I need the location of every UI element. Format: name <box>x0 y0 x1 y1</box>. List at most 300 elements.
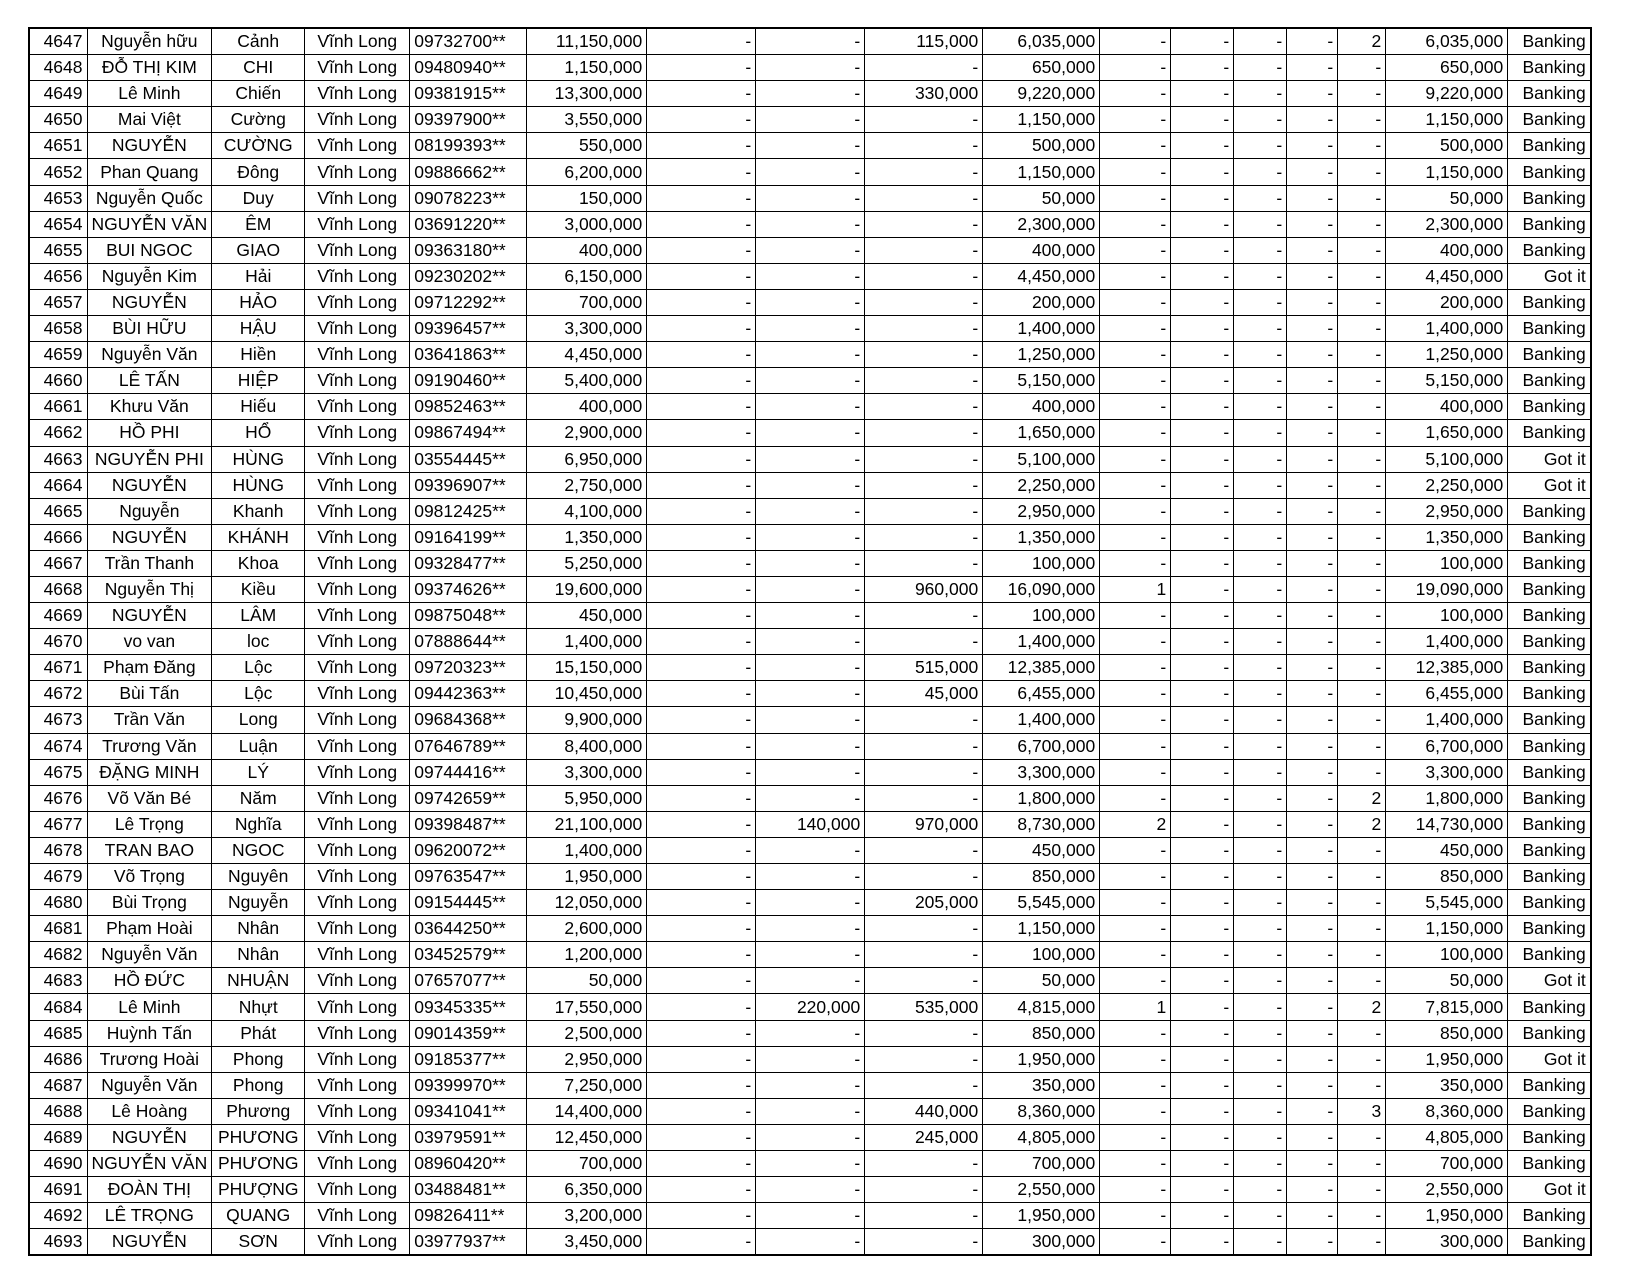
col7-cell: - <box>647 394 756 420</box>
phone-cell: 09190460** <box>410 368 527 394</box>
net-amount-cell: 6,700,000 <box>983 733 1100 759</box>
first-name-cell: SƠN <box>212 1229 305 1256</box>
col11-cell: - <box>1100 759 1171 785</box>
total-cell: 850,000 <box>1386 1020 1508 1046</box>
table-row <box>29 916 1591 942</box>
col11-cell: - <box>1100 368 1171 394</box>
col13-cell: - <box>1234 316 1287 342</box>
col14-cell: - <box>1287 733 1338 759</box>
payment-method-cell: Got it <box>1508 446 1591 472</box>
net-amount-cell: 50,000 <box>983 185 1100 211</box>
col15-cell: - <box>1338 1177 1386 1203</box>
col9-cell: - <box>865 185 983 211</box>
row-number: 4666 <box>29 524 87 550</box>
province-cell: Vĩnh Long <box>305 524 410 550</box>
last-name-cell: NGUYỄN <box>87 289 212 315</box>
col12-cell: - <box>1171 342 1234 368</box>
col12-cell: - <box>1171 837 1234 863</box>
col12-cell: - <box>1171 1046 1234 1072</box>
province-cell: Vĩnh Long <box>305 550 410 576</box>
payment-method-cell: Got it <box>1508 1046 1591 1072</box>
col8-cell: - <box>756 1203 865 1229</box>
row-number: 4690 <box>29 1151 87 1177</box>
province-cell: Vĩnh Long <box>305 811 410 837</box>
net-amount-cell: 1,350,000 <box>983 524 1100 550</box>
col9-cell: - <box>865 1203 983 1229</box>
payment-method-cell: Banking <box>1508 707 1591 733</box>
row-number: 4670 <box>29 629 87 655</box>
col11-cell: - <box>1100 1072 1171 1098</box>
col14-cell: - <box>1287 603 1338 629</box>
table-row <box>29 394 1591 420</box>
last-name-cell: Nguyễn Kim <box>87 263 212 289</box>
payment-method-cell: Banking <box>1508 916 1591 942</box>
amount-cell: 11,150,000 <box>527 28 647 55</box>
col13-cell: - <box>1234 916 1287 942</box>
total-cell: 1,350,000 <box>1386 524 1508 550</box>
first-name-cell: Khoa <box>212 550 305 576</box>
phone-cell: 09396457** <box>410 316 527 342</box>
col13-cell: - <box>1234 524 1287 550</box>
col8-cell: - <box>756 446 865 472</box>
col14-cell: - <box>1287 968 1338 994</box>
province-cell: Vĩnh Long <box>305 107 410 133</box>
col13-cell: - <box>1234 994 1287 1020</box>
col12-cell: - <box>1171 28 1234 55</box>
col12-cell: - <box>1171 759 1234 785</box>
net-amount-cell: 12,385,000 <box>983 655 1100 681</box>
table-row <box>29 864 1591 890</box>
col9-cell: - <box>865 733 983 759</box>
payment-method-cell: Banking <box>1508 942 1591 968</box>
col12-cell: - <box>1171 472 1234 498</box>
amount-cell: 13,300,000 <box>527 81 647 107</box>
col13-cell: - <box>1234 211 1287 237</box>
table-row <box>29 498 1591 524</box>
col11-cell: - <box>1100 1229 1171 1256</box>
amount-cell: 12,050,000 <box>527 890 647 916</box>
col15-cell: - <box>1338 55 1386 81</box>
col15-cell: - <box>1338 316 1386 342</box>
amount-cell: 6,350,000 <box>527 1177 647 1203</box>
net-amount-cell: 4,805,000 <box>983 1124 1100 1150</box>
province-cell: Vĩnh Long <box>305 968 410 994</box>
payment-method-cell: Banking <box>1508 655 1591 681</box>
col13-cell: - <box>1234 368 1287 394</box>
table-row <box>29 211 1591 237</box>
first-name-cell: Cường <box>212 107 305 133</box>
col12-cell: - <box>1171 550 1234 576</box>
table-row <box>29 55 1591 81</box>
last-name-cell: Trần Văn <box>87 707 212 733</box>
first-name-cell: Nhân <box>212 942 305 968</box>
col15-cell: - <box>1338 629 1386 655</box>
first-name-cell: Nguyên <box>212 864 305 890</box>
col15-cell: - <box>1338 446 1386 472</box>
col13-cell: - <box>1234 681 1287 707</box>
col11-cell: - <box>1100 550 1171 576</box>
table-row <box>29 1203 1591 1229</box>
total-cell: 5,545,000 <box>1386 890 1508 916</box>
payment-method-cell: Banking <box>1508 864 1591 890</box>
col11-cell: - <box>1100 890 1171 916</box>
last-name-cell: Lê Hoàng <box>87 1098 212 1124</box>
col11-cell: - <box>1100 1098 1171 1124</box>
row-number: 4683 <box>29 968 87 994</box>
payment-method-cell: Banking <box>1508 890 1591 916</box>
phone-cell: 09397900** <box>410 107 527 133</box>
col8-cell: - <box>756 316 865 342</box>
col9-cell: - <box>865 342 983 368</box>
col8-cell: - <box>756 1020 865 1046</box>
col15-cell: - <box>1338 342 1386 368</box>
phone-cell: 09398487** <box>410 811 527 837</box>
col7-cell: - <box>647 550 756 576</box>
col13-cell: - <box>1234 133 1287 159</box>
col13-cell: - <box>1234 864 1287 890</box>
total-cell: 50,000 <box>1386 968 1508 994</box>
col8-cell: 140,000 <box>756 811 865 837</box>
payment-method-cell: Banking <box>1508 1072 1591 1098</box>
total-cell: 650,000 <box>1386 55 1508 81</box>
payment-method-cell: Banking <box>1508 681 1591 707</box>
first-name-cell: Đông <box>212 159 305 185</box>
payment-method-cell: Got it <box>1508 472 1591 498</box>
row-number: 4669 <box>29 603 87 629</box>
col13-cell: - <box>1234 1098 1287 1124</box>
col7-cell: - <box>647 472 756 498</box>
table-row <box>29 1020 1591 1046</box>
phone-cell: 08199393** <box>410 133 527 159</box>
col9-cell: - <box>865 420 983 446</box>
col11-cell: - <box>1100 707 1171 733</box>
total-cell: 100,000 <box>1386 603 1508 629</box>
col7-cell: - <box>647 681 756 707</box>
phone-cell: 09712292** <box>410 289 527 315</box>
col12-cell: - <box>1171 55 1234 81</box>
table-row <box>29 1072 1591 1098</box>
col13-cell: - <box>1234 603 1287 629</box>
first-name-cell: Năm <box>212 785 305 811</box>
total-cell: 450,000 <box>1386 837 1508 863</box>
col12-cell: - <box>1171 707 1234 733</box>
col8-cell: - <box>756 707 865 733</box>
net-amount-cell: 8,730,000 <box>983 811 1100 837</box>
table-body <box>29 28 1591 1255</box>
col8-cell: - <box>756 1072 865 1098</box>
col15-cell: - <box>1338 1229 1386 1256</box>
col11-cell: - <box>1100 342 1171 368</box>
payment-method-cell: Banking <box>1508 342 1591 368</box>
col15-cell: 2 <box>1338 994 1386 1020</box>
col13-cell: - <box>1234 342 1287 368</box>
net-amount-cell: 1,650,000 <box>983 420 1100 446</box>
total-cell: 6,035,000 <box>1386 28 1508 55</box>
col11-cell: - <box>1100 1020 1171 1046</box>
phone-cell: 09620072** <box>410 837 527 863</box>
province-cell: Vĩnh Long <box>305 994 410 1020</box>
amount-cell: 2,750,000 <box>527 472 647 498</box>
last-name-cell: Nguyễn Văn <box>87 1072 212 1098</box>
province-cell: Vĩnh Long <box>305 1124 410 1150</box>
col15-cell: - <box>1338 1046 1386 1072</box>
col15-cell: - <box>1338 133 1386 159</box>
col11-cell: - <box>1100 681 1171 707</box>
col12-cell: - <box>1171 159 1234 185</box>
col12-cell: - <box>1171 211 1234 237</box>
payment-method-cell: Banking <box>1508 55 1591 81</box>
payment-method-cell: Banking <box>1508 28 1591 55</box>
table-row <box>29 368 1591 394</box>
first-name-cell: Nhựt <box>212 994 305 1020</box>
net-amount-cell: 6,035,000 <box>983 28 1100 55</box>
col15-cell: - <box>1338 550 1386 576</box>
col15-cell: - <box>1338 759 1386 785</box>
total-cell: 1,150,000 <box>1386 159 1508 185</box>
amount-cell: 6,200,000 <box>527 159 647 185</box>
province-cell: Vĩnh Long <box>305 629 410 655</box>
col13-cell: - <box>1234 837 1287 863</box>
col9-cell: - <box>865 159 983 185</box>
col15-cell: - <box>1338 603 1386 629</box>
net-amount-cell: 200,000 <box>983 289 1100 315</box>
col14-cell: - <box>1287 211 1338 237</box>
province-cell: Vĩnh Long <box>305 603 410 629</box>
col8-cell: - <box>756 890 865 916</box>
col8-cell: - <box>756 785 865 811</box>
col9-cell: 330,000 <box>865 81 983 107</box>
row-number: 4673 <box>29 707 87 733</box>
last-name-cell: NGUYỄN VĂN <box>87 1151 212 1177</box>
total-cell: 8,360,000 <box>1386 1098 1508 1124</box>
col15-cell: - <box>1338 498 1386 524</box>
total-cell: 1,150,000 <box>1386 916 1508 942</box>
amount-cell: 3,450,000 <box>527 1229 647 1256</box>
net-amount-cell: 650,000 <box>983 55 1100 81</box>
col12-cell: - <box>1171 394 1234 420</box>
col8-cell: - <box>756 733 865 759</box>
col8-cell: - <box>756 681 865 707</box>
phone-cell: 03488481** <box>410 1177 527 1203</box>
col15-cell: - <box>1338 211 1386 237</box>
phone-cell: 09480940** <box>410 55 527 81</box>
total-cell: 3,300,000 <box>1386 759 1508 785</box>
col14-cell: - <box>1287 785 1338 811</box>
phone-cell: 09763547** <box>410 864 527 890</box>
col7-cell: - <box>647 1229 756 1256</box>
last-name-cell: Nguyễn Văn <box>87 342 212 368</box>
total-cell: 12,385,000 <box>1386 655 1508 681</box>
phone-cell: 07657077** <box>410 968 527 994</box>
col12-cell: - <box>1171 994 1234 1020</box>
col8-cell: - <box>756 394 865 420</box>
table-row <box>29 237 1591 263</box>
col12-cell: - <box>1171 446 1234 472</box>
col15-cell: - <box>1338 263 1386 289</box>
last-name-cell: Võ Văn Bé <box>87 785 212 811</box>
amount-cell: 8,400,000 <box>527 733 647 759</box>
col7-cell: - <box>647 316 756 342</box>
col14-cell: - <box>1287 1151 1338 1177</box>
phone-cell: 09374626** <box>410 576 527 602</box>
table-row <box>29 1229 1591 1256</box>
province-cell: Vĩnh Long <box>305 864 410 890</box>
col15-cell: - <box>1338 420 1386 446</box>
payment-method-cell: Banking <box>1508 498 1591 524</box>
total-cell: 1,950,000 <box>1386 1203 1508 1229</box>
col7-cell: - <box>647 81 756 107</box>
first-name-cell: Phong <box>212 1046 305 1072</box>
col12-cell: - <box>1171 289 1234 315</box>
net-amount-cell: 1,400,000 <box>983 316 1100 342</box>
col8-cell: - <box>756 263 865 289</box>
col11-cell: - <box>1100 211 1171 237</box>
col15-cell: - <box>1338 733 1386 759</box>
row-number: 4663 <box>29 446 87 472</box>
col7-cell: - <box>647 1046 756 1072</box>
col13-cell: - <box>1234 394 1287 420</box>
row-number: 4658 <box>29 316 87 342</box>
province-cell: Vĩnh Long <box>305 681 410 707</box>
col12-cell: - <box>1171 420 1234 446</box>
col7-cell: - <box>647 1203 756 1229</box>
col13-cell: - <box>1234 576 1287 602</box>
col11-cell: - <box>1100 394 1171 420</box>
col11-cell: - <box>1100 1124 1171 1150</box>
col7-cell: - <box>647 420 756 446</box>
col15-cell: - <box>1338 707 1386 733</box>
payment-method-cell: Got it <box>1508 968 1591 994</box>
col14-cell: - <box>1287 185 1338 211</box>
amount-cell: 6,950,000 <box>527 446 647 472</box>
col12-cell: - <box>1171 524 1234 550</box>
table-row <box>29 81 1591 107</box>
col8-cell: - <box>756 159 865 185</box>
table-row <box>29 603 1591 629</box>
col9-cell: - <box>865 472 983 498</box>
col9-cell: - <box>865 237 983 263</box>
col15-cell: 3 <box>1338 1098 1386 1124</box>
col12-cell: - <box>1171 942 1234 968</box>
last-name-cell: Nguyễn <box>87 498 212 524</box>
payment-method-cell: Banking <box>1508 185 1591 211</box>
col8-cell: - <box>756 942 865 968</box>
payment-method-cell: Banking <box>1508 550 1591 576</box>
col14-cell: - <box>1287 316 1338 342</box>
col11-cell: - <box>1100 655 1171 681</box>
col7-cell: - <box>647 55 756 81</box>
table-row <box>29 107 1591 133</box>
col15-cell: - <box>1338 1072 1386 1098</box>
net-amount-cell: 4,815,000 <box>983 994 1100 1020</box>
col11-cell: - <box>1100 864 1171 890</box>
net-amount-cell: 500,000 <box>983 133 1100 159</box>
col9-cell: 535,000 <box>865 994 983 1020</box>
net-amount-cell: 350,000 <box>983 1072 1100 1098</box>
total-cell: 19,090,000 <box>1386 576 1508 602</box>
col14-cell: - <box>1287 1072 1338 1098</box>
col9-cell: - <box>865 289 983 315</box>
col8-cell: - <box>756 524 865 550</box>
last-name-cell: Lê Minh <box>87 81 212 107</box>
payment-method-cell: Banking <box>1508 603 1591 629</box>
col15-cell: - <box>1338 107 1386 133</box>
net-amount-cell: 2,250,000 <box>983 472 1100 498</box>
col8-cell: - <box>756 759 865 785</box>
province-cell: Vĩnh Long <box>305 263 410 289</box>
phone-cell: 09886662** <box>410 159 527 185</box>
row-number: 4656 <box>29 263 87 289</box>
col14-cell: - <box>1287 420 1338 446</box>
row-number: 4677 <box>29 811 87 837</box>
amount-cell: 4,450,000 <box>527 342 647 368</box>
col14-cell: - <box>1287 916 1338 942</box>
col15-cell: - <box>1338 159 1386 185</box>
province-cell: Vĩnh Long <box>305 759 410 785</box>
row-number: 4676 <box>29 785 87 811</box>
col13-cell: - <box>1234 759 1287 785</box>
col14-cell: - <box>1287 342 1338 368</box>
first-name-cell: HIỆP <box>212 368 305 394</box>
net-amount-cell: 6,455,000 <box>983 681 1100 707</box>
col14-cell: - <box>1287 263 1338 289</box>
last-name-cell: Nguyễn Thị <box>87 576 212 602</box>
col14-cell: - <box>1287 55 1338 81</box>
payment-method-cell: Banking <box>1508 394 1591 420</box>
payout-table <box>28 27 1592 1256</box>
col8-cell: - <box>756 55 865 81</box>
amount-cell: 700,000 <box>527 289 647 315</box>
col15-cell: - <box>1338 890 1386 916</box>
payment-method-cell: Banking <box>1508 159 1591 185</box>
province-cell: Vĩnh Long <box>305 28 410 55</box>
col14-cell: - <box>1287 837 1338 863</box>
col7-cell: - <box>647 603 756 629</box>
phone-cell: 09867494** <box>410 420 527 446</box>
first-name-cell: Lộc <box>212 681 305 707</box>
col9-cell: - <box>865 394 983 420</box>
col13-cell: - <box>1234 968 1287 994</box>
col12-cell: - <box>1171 1151 1234 1177</box>
col8-cell: - <box>756 1046 865 1072</box>
col14-cell: - <box>1287 81 1338 107</box>
total-cell: 2,950,000 <box>1386 498 1508 524</box>
col13-cell: - <box>1234 1177 1287 1203</box>
col9-cell: - <box>865 316 983 342</box>
col14-cell: - <box>1287 237 1338 263</box>
row-number: 4664 <box>29 472 87 498</box>
amount-cell: 5,400,000 <box>527 368 647 394</box>
last-name-cell: NGUYỄN <box>87 133 212 159</box>
first-name-cell: Hiền <box>212 342 305 368</box>
total-cell: 2,250,000 <box>1386 472 1508 498</box>
province-cell: Vĩnh Long <box>305 785 410 811</box>
payment-method-cell: Banking <box>1508 1203 1591 1229</box>
province-cell: Vĩnh Long <box>305 289 410 315</box>
last-name-cell: NGUYỄN <box>87 1124 212 1150</box>
col14-cell: - <box>1287 576 1338 602</box>
province-cell: Vĩnh Long <box>305 237 410 263</box>
col15-cell: - <box>1338 968 1386 994</box>
amount-cell: 1,200,000 <box>527 942 647 968</box>
net-amount-cell: 850,000 <box>983 1020 1100 1046</box>
province-cell: Vĩnh Long <box>305 159 410 185</box>
col13-cell: - <box>1234 942 1287 968</box>
col9-cell: - <box>865 916 983 942</box>
col9-cell: - <box>865 629 983 655</box>
col13-cell: - <box>1234 107 1287 133</box>
col11-cell: - <box>1100 1177 1171 1203</box>
